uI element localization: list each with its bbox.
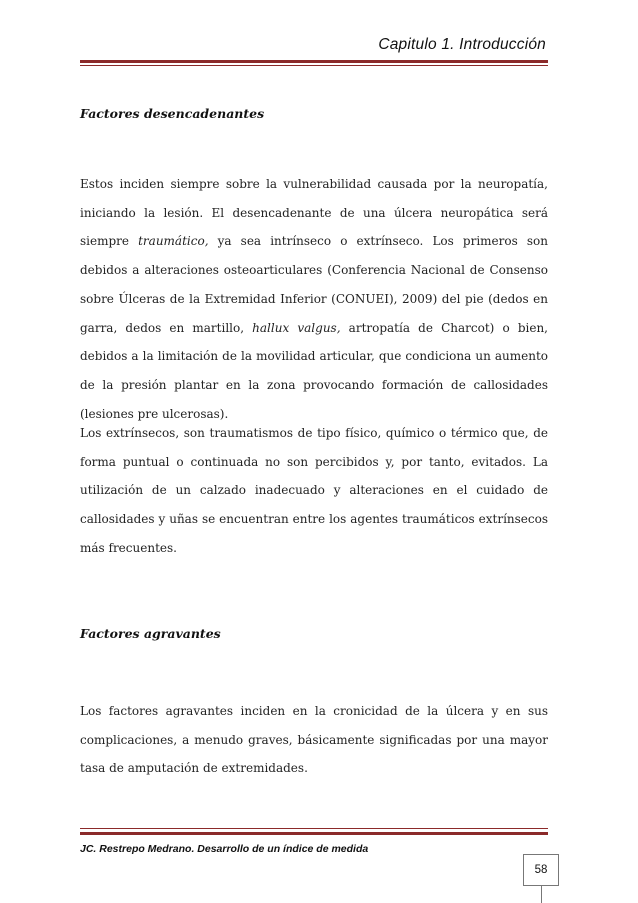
paragraph: Los factores agravantes inciden en la cronicidad de la úlcera y en sus complicaciones, a menudo graves, básicamente significadas por una mayor tasa de amputación de extremidades. — [80, 704, 548, 776]
chapter-title: Capitulo 1. Introducción — [378, 36, 546, 53]
paragraph-italic: hallux valgus, — [252, 320, 341, 335]
paragraph — [80, 170, 548, 428]
section-heading: Factores desencadenantes — [80, 106, 265, 121]
page-number: 58 — [523, 854, 559, 886]
paragraph-italic: traumático, — [138, 234, 209, 249]
paragraph-text: artropatía de Charcot) o bien, debidos a la limitación de la movilidad articular, que condiciona un aumento de la presión plantar en la zona provocando formación de callosidades (lesiones pre ulcerosas). — [80, 320, 548, 421]
footer-rule-thick — [80, 832, 548, 835]
footer-author-title: JC. Restrepo Medrano. Desarrollo de un índice de medida — [80, 843, 369, 855]
header-rule-thick — [80, 60, 548, 63]
header-rule-thin — [80, 65, 548, 66]
footer-rule-thin — [80, 828, 548, 829]
paragraph-text: ya sea intrínseco o extrínseco. Los primeros son debidos a alteraciones osteoarticulares (Conferencia Nacional de Consenso sobre Úlceras de la Extremidad Inferior (CONUEI), 2009) del pie (dedos en garra, dedos en martillo, — [80, 234, 548, 335]
paragraph: Los extrínsecos, son traumatismos de tipo físico, químico o térmico que, de forma puntual o continuada no son percibidos y, por tanto, evitados. La utilización de un calzado inadecuado y alteraciones en el cuidado de callosidades y uñas se encuentran entre los agentes traumáticos extrínsecos más frecuentes. — [80, 426, 548, 555]
page-number-tick — [541, 886, 542, 903]
paragraph-text: Estos inciden siempre sobre la vulnerabilidad causada por la neuropatía, iniciando la lesión. El desencadenante de una úlcera neuropática será siempre — [80, 177, 548, 249]
section-heading: Factores agravantes — [80, 626, 221, 641]
